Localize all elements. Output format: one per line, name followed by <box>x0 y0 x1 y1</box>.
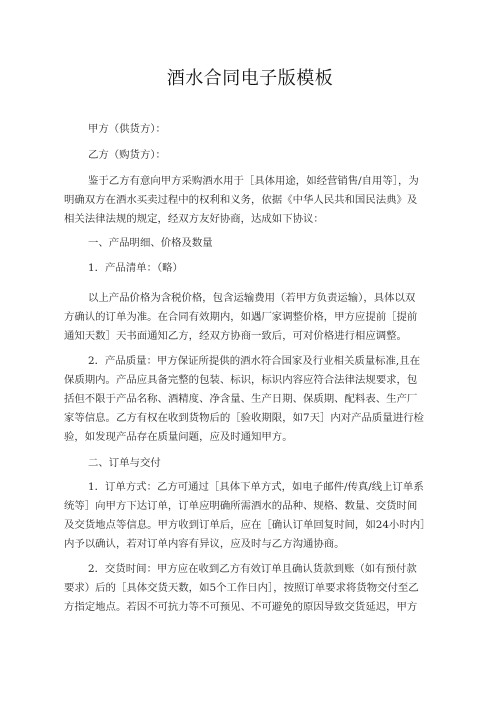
section-heading: 二、订单与交付 <box>88 457 161 469</box>
paragraph-line: 括但不限于产品名称、酒精度、净含量、生产日期、保质期、配料表、生产厂 <box>64 393 418 405</box>
clause-line: 2．产品质量：甲方保证所提供的酒水符合国家及行业相关质量标准,且在 <box>88 355 421 367</box>
paragraph-line: 通知天数］天书面通知乙方，经双方协商一致后，可对价格进行相应调整。 <box>64 330 407 342</box>
paragraph-line: 鉴于乙方有意向甲方采购酒水用于［具体用途，如经营销售/自用等］，为 <box>88 175 419 187</box>
clause-line: 1．产品清单：（略） <box>88 262 183 274</box>
party-a-line: 甲方（供货方）： <box>88 123 166 135</box>
paragraph-line: 以上产品价格为含税价格，包含运输费用（若甲方负责运输），具体以双 <box>88 292 416 304</box>
paragraph-line: 要求）后的［具体交货天数，如5个工作日内］，按照订单要求将货物交付至乙 <box>64 582 419 594</box>
paragraph-line: 内予以确认，若对订单内容有异议，应及时与乙方沟通协商。 <box>64 538 345 550</box>
paragraph-line: 方确认的订单为准。在合同有效期内，如遇厂家调整价格，甲方应提前［提前 <box>64 311 418 323</box>
document-title: 酒水合同电子版模板 <box>166 68 334 89</box>
paragraph-line: 保质期内。产品应具备完整的包装、标识，标识内容应符合法律法规要求，包 <box>64 374 418 386</box>
paragraph-line: 家等信息。乙方有权在收到货物后的［验收期限，如7天］内对产品质量进行检 <box>64 412 424 424</box>
paragraph-line: 及交货地点等信息。甲方收到订单后，应在［确认订单回复时间，如24小时内］ <box>64 519 431 531</box>
clause-line: 1．订单方式：乙方可通过［具体下单方式，如电子邮件/传真/线上订单系 <box>88 481 424 493</box>
paragraph-line: 统等］向甲方下达订单，订单应明确所需酒水的品种、规格、数量、交货时间 <box>64 500 418 512</box>
paragraph-line: 明确双方在酒水买卖过程中的权利和义务，依据《中华人民共和国民法典》及 <box>64 194 418 206</box>
paragraph-line: 相关法律法规的规定，经双方友好协商，达成如下协议： <box>64 213 324 225</box>
clause-line: 2．交货时间：甲方应在收到乙方有效订单且确认货款到账（如有预付款 <box>88 563 417 575</box>
paragraph-line: 验，如发现产品存在质量问题，应及时通知甲方。 <box>64 431 293 443</box>
paragraph-line: 方指定地点。若因不可抗力等不可预见、不可避免的原因导致交货延迟，甲方 <box>64 601 418 613</box>
party-b-line: 乙方（购货方）： <box>88 149 166 161</box>
section-heading: 一、产品明细、价格及数量 <box>88 237 213 249</box>
